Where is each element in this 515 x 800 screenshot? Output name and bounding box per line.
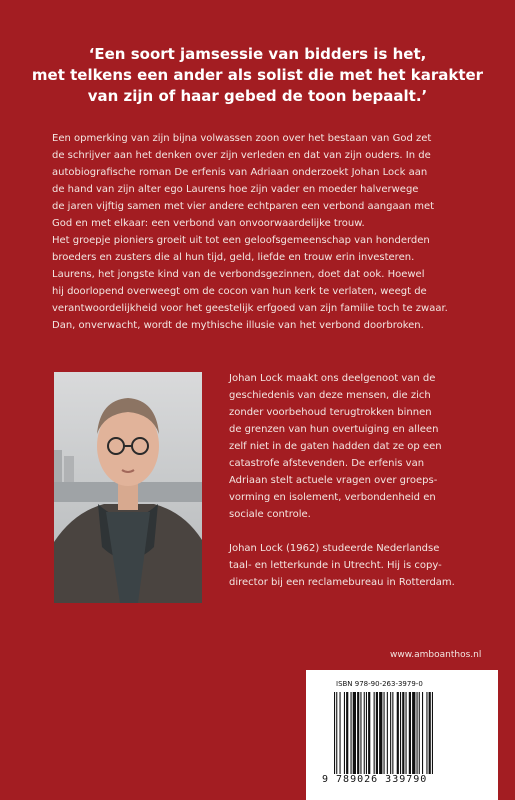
ean-number: 9 789026 339790 xyxy=(322,774,428,785)
blurb-line: de jaren vijftig samen met vier andere echtparen een verbond aangaan met xyxy=(52,201,435,212)
blurb-line: Laurens, het jongste kind van de verbondsgezinnen, doet dat ook. Hoewel xyxy=(52,269,425,280)
blurb-line: Dan, onverwacht, wordt de mythische illusie van het verbond doorbroken. xyxy=(52,320,424,331)
barcode-bar xyxy=(368,692,370,774)
author-line: Adriaan stelt actuele vragen over groeps- xyxy=(229,475,438,486)
bio-line: director bij een reclamebureau in Rotterdam. xyxy=(229,577,455,588)
blurb-line: Een opmerking van zijn bijna volwassen zoon over het bestaan van God zet xyxy=(52,133,432,144)
barcode-bar xyxy=(340,692,341,774)
barcode-bar xyxy=(346,692,348,774)
barcode-bar xyxy=(364,692,365,774)
barcode-bar xyxy=(406,692,407,774)
barcode-bar xyxy=(353,692,356,774)
quote-line: met telkens een ander als solist die met het karakter xyxy=(31,66,484,84)
author-line: zelf niet in de gaten hadden dat ze op een xyxy=(229,441,442,452)
barcode-bar xyxy=(379,692,382,774)
barcode-bar xyxy=(412,692,415,774)
barcode-bar xyxy=(360,692,361,774)
barcode-icon xyxy=(334,692,470,774)
barcode-bar xyxy=(432,692,433,774)
barcode-bar xyxy=(366,692,367,774)
barcode-bar xyxy=(336,692,337,774)
barcode-bar xyxy=(402,692,404,774)
barcode-panel xyxy=(306,670,498,800)
blurb-line: hij doorlopend overweegt om de cocon van hun kerk te verlaten, weegt de xyxy=(52,286,427,297)
barcode-bar xyxy=(384,692,385,774)
blurb-line: de hand van zijn alter ego Laurens hoe zijn vader en moeder halverwege xyxy=(52,184,419,195)
blurb-line: broeders en zusters die al hun tijd, geld, liefde en trouw erin investeren. xyxy=(52,252,415,263)
paragraph-gap xyxy=(229,523,499,540)
author-photo xyxy=(54,372,202,603)
barcode-bar xyxy=(400,692,401,774)
barcode-bar xyxy=(344,692,345,774)
blurb-line: de schrijver aan het denken over zijn verleden en dat van zijn ouders. In de xyxy=(52,150,431,161)
publisher-website[interactable]: www.amboanthos.nl xyxy=(390,650,482,660)
isbn-label: ISBN 978-90-263-3979-0 xyxy=(336,680,423,688)
author-line: vorming en isolement, verbondenheid en xyxy=(229,492,436,503)
blurb-line: God en met elkaar: een verbond van onvoorwaardelijke trouw. xyxy=(52,218,365,229)
barcode-bar xyxy=(390,692,391,774)
blurb-line: autobiografische roman De erfenis van Adriaan onderzoekt Johan Lock aan xyxy=(52,167,428,178)
barcode-bar xyxy=(351,692,352,774)
bio-line: taal- en letterkunde in Utrecht. Hij is copy- xyxy=(229,560,442,571)
author-line: zonder voorbehoud terugtrokken binnen xyxy=(229,407,432,418)
author-text xyxy=(229,370,499,591)
barcode-bar xyxy=(392,692,393,774)
barcode-bar xyxy=(334,692,335,774)
barcode-bar xyxy=(357,692,359,774)
author-line: sociale controle. xyxy=(229,509,311,520)
barcode-bar xyxy=(376,692,378,774)
blurb-line: verantwoordelijkheid voor het geestelijk erfgoed van zijn familie toch te zwaar. xyxy=(52,303,448,314)
quote-line: ‘Een soort jamsessie van bidders is het, xyxy=(88,45,427,63)
barcode-bar xyxy=(426,692,427,774)
barcode-bar xyxy=(409,692,411,774)
blurb-line: Het groepje pioniers groeit uit tot een geloofsgemeenschap van honderden xyxy=(52,235,430,246)
barcode-bar xyxy=(417,692,418,774)
quote-line: van zijn of haar gebed de toon bepaalt.’ xyxy=(87,87,428,105)
author-line: catastrofe afstevenden. De erfenis van xyxy=(229,458,425,469)
blurb-text xyxy=(52,130,464,334)
barcode-bar xyxy=(397,692,399,774)
author-portrait xyxy=(54,372,202,603)
barcode-bar xyxy=(429,692,431,774)
pull-quote xyxy=(30,44,485,107)
barcode-bar xyxy=(419,692,420,774)
author-line: de grenzen van hun overtuiging en alleen xyxy=(229,424,439,435)
author-line: geschiedenis van deze mensen, die zich xyxy=(229,390,431,401)
barcode-bar xyxy=(387,692,388,774)
barcode-bar xyxy=(422,692,423,774)
barcode-bar xyxy=(374,692,375,774)
author-line: Johan Lock maakt ons deelgenoot van de xyxy=(229,373,436,384)
bio-line: Johan Lock (1962) studeerde Nederlandse xyxy=(229,543,440,554)
